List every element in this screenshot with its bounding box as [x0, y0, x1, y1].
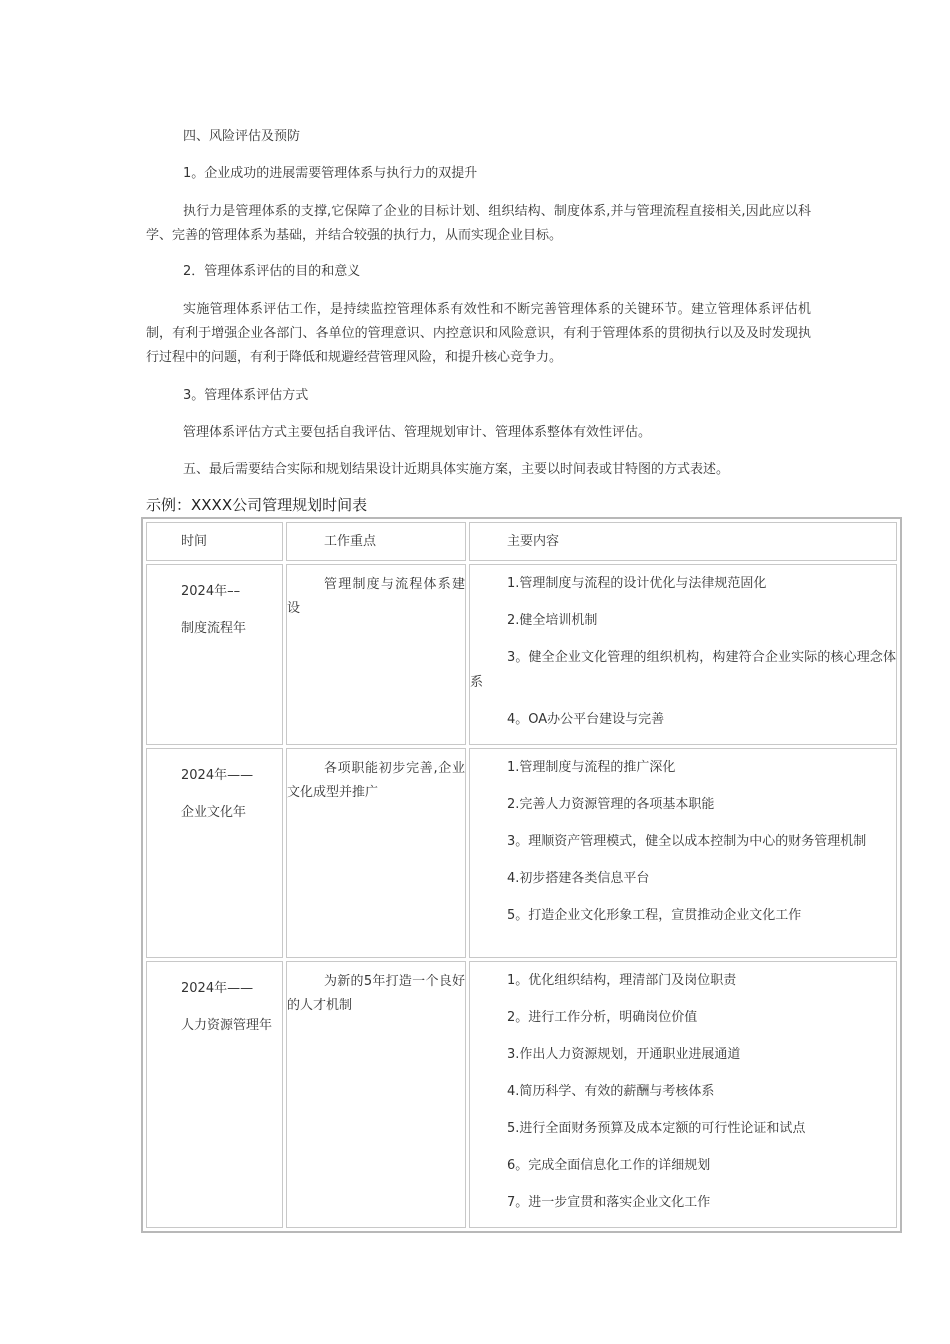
- time-cell: [146, 564, 283, 745]
- content-item: 5。打造企业文化形象工程，宣贯推动企业文化工作: [507, 908, 802, 923]
- content-item: 2.健全培训机制: [507, 613, 598, 628]
- row-year-name: 企业文化年: [181, 805, 247, 820]
- focus-cell: [286, 564, 466, 745]
- time-cell: [146, 748, 283, 958]
- content-item: 4.简历科学、有效的薪酬与考核体系: [507, 1084, 715, 1099]
- time-cell: [146, 961, 283, 1228]
- table-header-row: [146, 522, 897, 561]
- plan-timetable: [141, 517, 902, 1233]
- content-item: 4.初步搭建各类信息平台: [507, 871, 650, 886]
- content-cell: [469, 564, 897, 745]
- table-row: [146, 564, 897, 745]
- header-content: 主要内容: [469, 522, 897, 561]
- item-1-paragraph: 执行力是管理体系的支撑,它保障了企业的目标计划、组织结构、制度体系,并与管理流程直接相关,因此应以科学、完善的管理体系为基础，并结合较强的执行力，从而实现企业目标。: [146, 204, 811, 243]
- content-cell: [469, 961, 897, 1228]
- item-3-title: 3。管理体系评估方式: [183, 388, 309, 403]
- row-year: 2024年——: [181, 768, 254, 783]
- header-time: 时间: [146, 522, 283, 561]
- row-focus: 各项职能初步完善,企业文化成型并推广: [287, 761, 465, 800]
- item-2-paragraph: 实施管理体系评估工作，是持续监控管理体系有效性和不断完善管理体系的关键环节。建立管理体系评估机制，有利于增强企业各部门、各单位的管理意识、内控意识和风险意识，有利于管理体系的贯彻执行以及及时发现执行过程中的问题，有利于降低和规避经营管理风险，和提升核心竞争力。: [146, 302, 811, 365]
- row-focus: 管理制度与流程体系建设: [287, 577, 465, 616]
- item-3-paragraph: 管理体系评估方式主要包括自我评估、管理规划审计、管理体系整体有效性评估。: [183, 425, 652, 440]
- content-item: 2.完善人力资源管理的各项基本职能: [507, 797, 715, 812]
- section-4-heading: 四、风险评估及预防: [183, 129, 301, 144]
- content-cell: [469, 748, 897, 958]
- focus-cell: [286, 748, 466, 958]
- table-row: [146, 748, 897, 958]
- table-caption: 示例：XXXX公司管理规划时间表: [146, 496, 368, 514]
- row-year: 2024年––: [181, 584, 241, 599]
- content-item: 7。进一步宣贯和落实企业文化工作: [507, 1195, 711, 1210]
- content-item: 2。进行工作分析，明确岗位价值: [507, 1010, 698, 1025]
- row-year-name: 人力资源管理年: [181, 1018, 273, 1033]
- content-item: 3。理顺资产管理模式，健全以成本控制为中心的财务管理机制: [507, 834, 867, 849]
- row-focus: 为新的5年打造一个良好的人才机制: [287, 974, 465, 1013]
- content-item: 1。优化组织结构，理清部门及岗位职责: [507, 973, 737, 988]
- item-1-title: 1。企业成功的进展需要管理体系与执行力的双提升: [183, 166, 478, 181]
- content-item: 3.作出人力资源规划，开通职业进展通道: [507, 1047, 741, 1062]
- content-item: 1.管理制度与流程的设计优化与法律规范固化: [507, 576, 767, 591]
- content-item: 1.管理制度与流程的推广深化: [507, 760, 676, 775]
- row-year: 2024年——: [181, 981, 254, 996]
- content-item: 3。健全企业文化管理的组织机构，构建符合企业实际的核心理念体系: [470, 650, 896, 690]
- item-2-title: 2．管理体系评估的目的和意义: [183, 264, 361, 279]
- content-item: 5.进行全面财务预算及成本定额的可行性论证和试点: [507, 1121, 806, 1136]
- row-year-name: 制度流程年: [181, 621, 247, 636]
- focus-cell: [286, 961, 466, 1228]
- header-focus: 工作重点: [286, 522, 466, 561]
- content-item: 6。完成全面信息化工作的详细规划: [507, 1158, 711, 1173]
- content-item: 4。OA办公平台建设与完善: [507, 712, 665, 727]
- table-row: [146, 961, 897, 1228]
- section-5-heading: 五、最后需要结合实际和规划结果设计近期具体实施方案，主要以时间表或甘特图的方式表述。: [183, 462, 730, 477]
